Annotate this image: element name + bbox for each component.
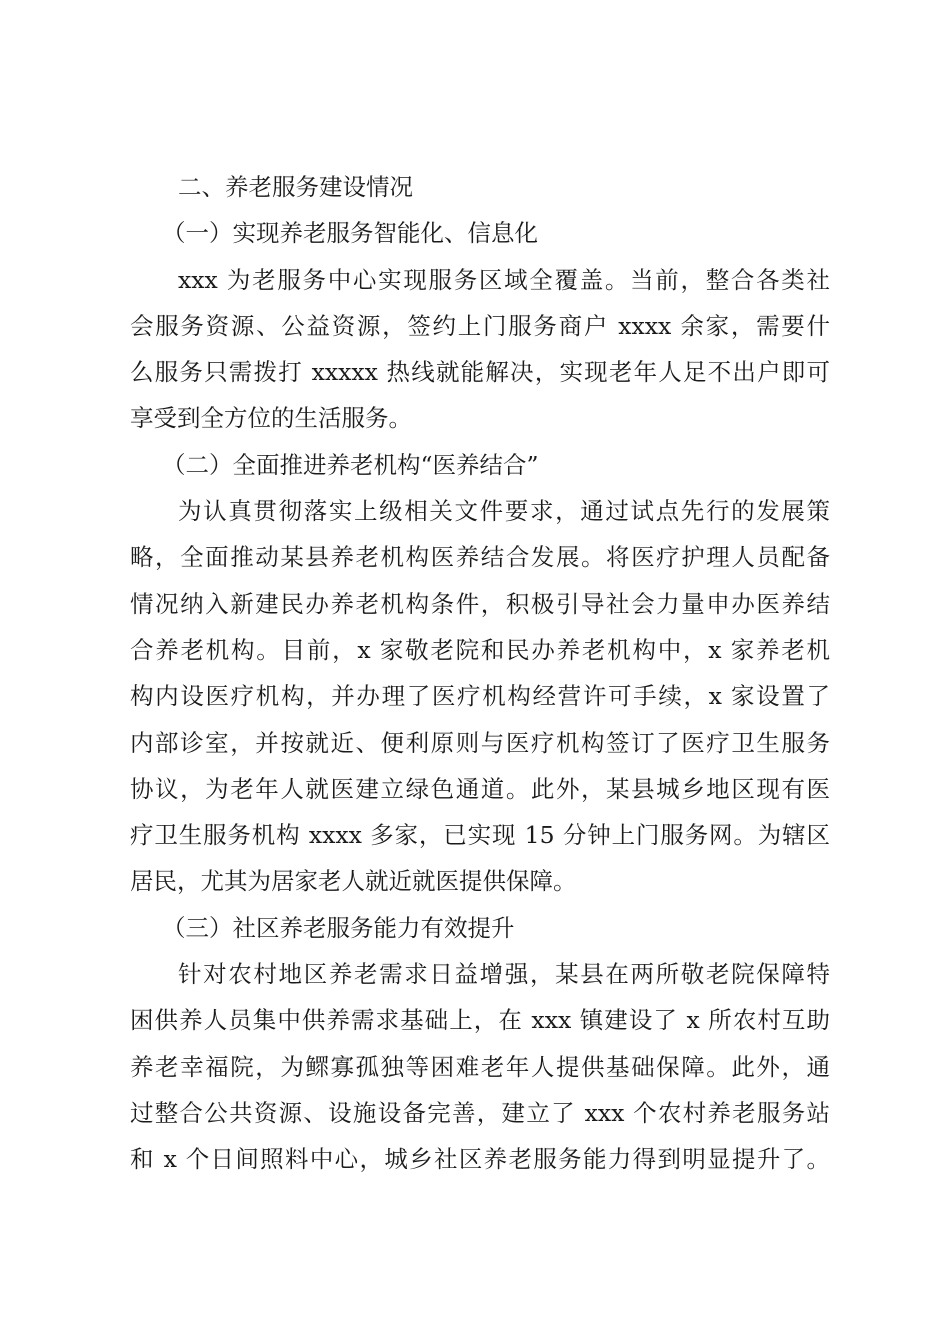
subsection-heading-3: （三）社区养老服务能力有效提升: [162, 913, 515, 942]
paragraph-line: 居民，尤其为居家老人就近就医提供保障。: [130, 867, 577, 896]
paragraph-line: 构内设医疗机构，并办理了医疗机构经营许可手续，x 家设置了: [130, 682, 830, 711]
paragraph-line: 合养老机构。目前，x 家敬老院和民办养老机构中，x 家养老机: [130, 635, 830, 664]
paragraph-line: 和 x 个日间照料中心，城乡社区养老服务能力得到明显提升了。: [130, 1145, 830, 1174]
paragraph-line: 内部诊室，并按就近、便利原则与医疗机构签订了医疗卫生服务: [130, 728, 830, 757]
paragraph-line: 略，全面推动某县养老机构医养结合发展。将医疗护理人员配备: [130, 543, 830, 572]
paragraph-line: 养老幸福院，为鳏寡孤独等困难老年人提供基础保障。此外，通: [130, 1052, 830, 1081]
subsection-heading-2: （二）全面推进养老机构“医养结合”: [162, 450, 539, 479]
paragraph-line: xxx 为老服务中心实现服务区域全覆盖。当前，整合各类社: [178, 265, 830, 294]
paragraph-line: 针对农村地区养老需求日益增强，某县在两所敬老院保障特: [178, 960, 830, 989]
paragraph-line: 协议，为老年人就医建立绿色通道。此外，某县城乡地区现有医: [130, 774, 830, 803]
paragraph-line: 困供养人员集中供养需求基础上，在 xxx 镇建设了 x 所农村互助: [130, 1006, 830, 1035]
subsection-heading-1: （一）实现养老服务智能化、信息化: [162, 219, 538, 248]
paragraph-line: 情况纳入新建民办养老机构条件，积极引导社会力量申办医养结: [130, 589, 830, 618]
section-title: 二、养老服务建设情况: [178, 173, 413, 201]
paragraph-line: 为认真贯彻落实上级相关文件要求，通过试点先行的发展策: [178, 497, 830, 526]
paragraph-line: 过整合公共资源、设施设备完善，建立了 xxx 个农村养老服务站: [130, 1098, 830, 1127]
document-body: [130, 164, 830, 1183]
paragraph-line: 么服务只需拨打 xxxxx 热线就能解决，实现老年人足不出户即可: [130, 358, 830, 387]
paragraph-line: 疗卫生服务机构 xxxx 多家，已实现 15 分钟上门服务网。为辖区: [130, 821, 830, 850]
paragraph-line: 享受到全方位的生活服务。: [130, 404, 412, 433]
paragraph-line: 会服务资源、公益资源，签约上门服务商户 xxxx 余家，需要什: [130, 311, 830, 340]
